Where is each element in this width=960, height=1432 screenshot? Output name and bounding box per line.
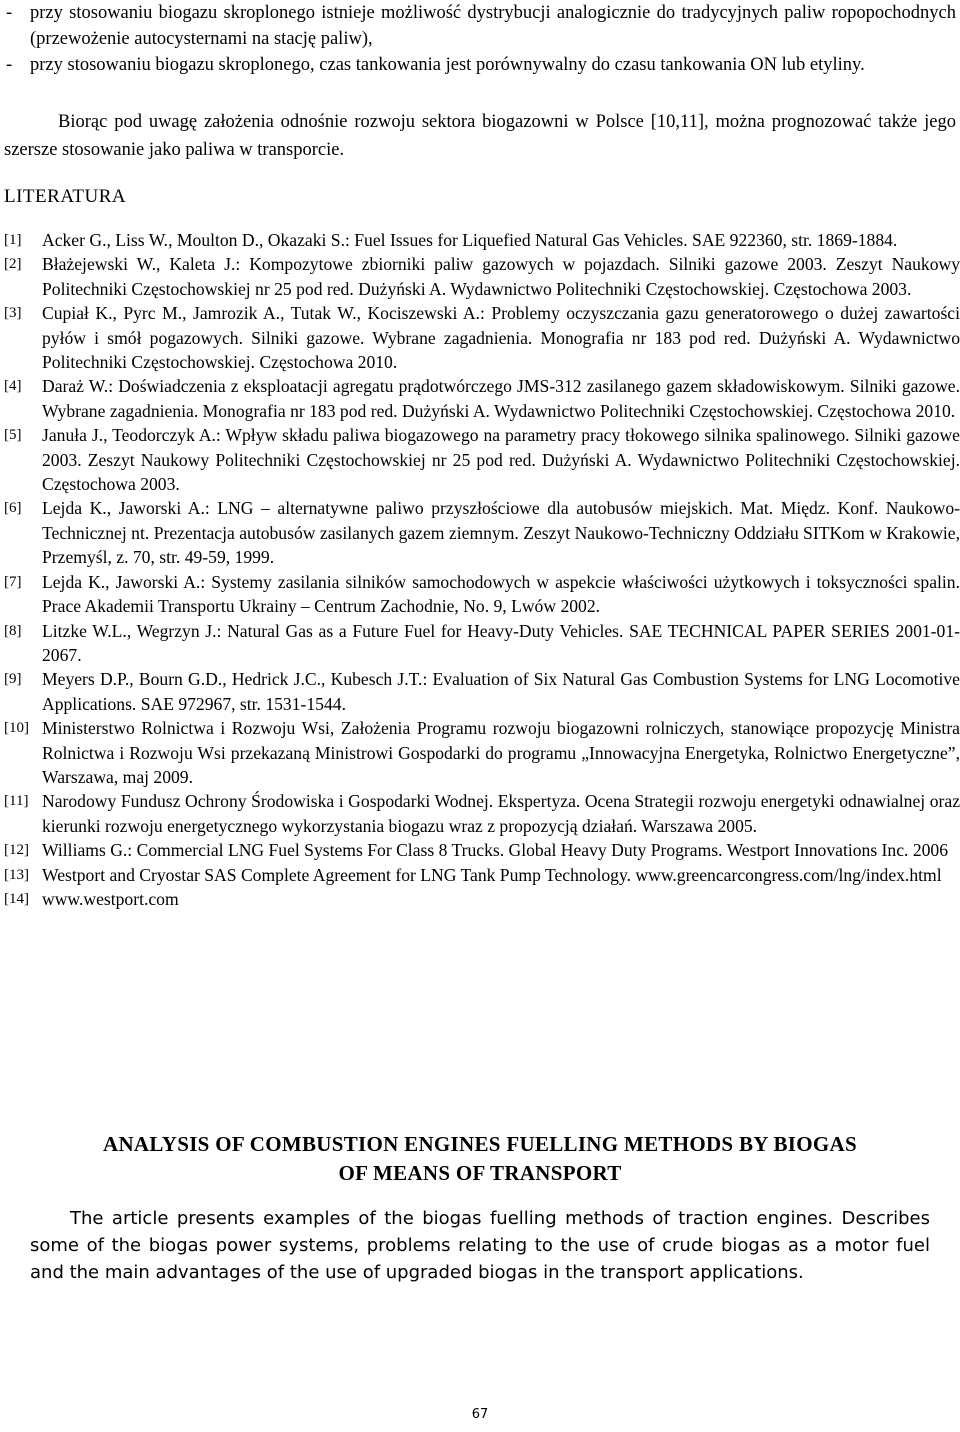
reference-number: [5]	[4, 427, 22, 444]
reference-item	[4, 423, 960, 496]
reference-text: Cupiał K., Pyrc M., Jamrozik A., Tutak W., Kociszewski A.: Problemy oczyszczania gazu generatorowego o dużej zawartości pyłów i smół pogazowych. Silniki gazowe. Wybrane zagadnienia. Monografia nr 183 pod red. Dużyński A. Wydawnictwo Politechniki Częstochowskiej. Częstochowa 2010.	[42, 303, 960, 373]
reference-item	[4, 496, 960, 569]
reference-text: Błażejewski W., Kaleta J.: Kompozytowe zbiorniki paliw gazowych w pojazdach. Silniki gazowe 2003. Zeszyt Naukowy Politechniki Częstochowskiej nr 25 pod red. Dużyński A. Wydawnictwo Politechniki Częstochowskiej. Częstochowa 2003.	[42, 254, 960, 299]
reference-text: Lejda K., Jaworski A.: LNG – alternatywne paliwo przyszłościowe dla autobusów miejskich. Mat. Międz. Konf. Naukowo-Technicznej nt. Prezentacja autobusów zasilanych gazem ziemnym. Zeszyt Naukowo-Techniczny Oddziału SITKom w Krakowie, Przemyśl, z. 70, str. 49-59, 1999.	[42, 498, 960, 568]
english-title	[0, 1130, 960, 1188]
reference-text: Januła J., Teodorczyk A.: Wpływ składu paliwa biogazowego na parametry pracy tłokowego silnika spalinowego. Silniki gazowe 2003. Zeszyt Naukowy Politechniki Częstochowskiej nr 25 pod red. Dużyński A. Wydawnictwo Politechniki Częstochowskiej. Częstochowa 2003.	[42, 425, 960, 495]
english-title-line-1: ANALYSIS OF COMBUSTION ENGINES FUELLING METHODS BY BIOGAS	[102, 1132, 857, 1156]
reference-list	[4, 228, 960, 911]
bullet-marker: -	[6, 55, 13, 75]
reference-number: [11]	[4, 793, 29, 810]
reference-number: [6]	[4, 500, 22, 517]
reference-item	[4, 887, 960, 911]
bullet-text: przy stosowaniu biogazu skroplonego, czas tankowania jest porównywalny do czasu tankowania ON lub etyliny.	[30, 55, 865, 75]
reference-item	[4, 716, 960, 789]
reference-text: Litzke W.L., Wegrzyn J.: Natural Gas as a Future Fuel for Heavy-Duty Vehicles. SAE TECHNICAL PAPER SERIES 2001-01-2067.	[42, 620, 960, 665]
reference-text: Meyers D.P., Bourn G.D., Hedrick J.C., Kubesch J.T.: Evaluation of Six Natural Gas Combustion Systems for LNG Locomotive Applications. SAE 972967, str. 1531-1544.	[42, 669, 960, 714]
reference-item	[4, 374, 960, 423]
reference-number: [3]	[4, 305, 22, 322]
bullet-item	[6, 52, 956, 78]
reference-text: Westport and Cryostar SAS Complete Agreement for LNG Tank Pump Technology. www.greencarcongress.com/lng/index.html	[42, 864, 942, 885]
reference-item	[4, 228, 960, 252]
reference-text: Acker G., Liss W., Moulton D., Okazaki S.: Fuel Issues for Liquefied Natural Gas Vehicles. SAE 922360, str. 1869-1884.	[42, 230, 898, 250]
reference-text: Ministerstwo Rolnictwa i Rozwoju Wsi, Założenia Programu rozwoju biogazowni rolniczych, stanowiące propozycję Ministra Rolnictwa i Rozwoju Wsi przekazaną Ministrowi Gospodarki do programu „Innowacyjna Energetyka, Rolnictwo Energetyczne”, Warszawa, maj 2009.	[42, 718, 960, 787]
reference-item	[4, 789, 960, 838]
reference-number: [9]	[4, 671, 22, 688]
reference-number: [4]	[4, 378, 22, 395]
reference-item	[4, 619, 960, 668]
reference-number: [13]	[4, 866, 29, 883]
bullet-item	[6, 0, 956, 52]
reference-number: [2]	[4, 256, 22, 273]
conclusion-paragraph: Biorąc pod uwagę założenia odnośnie rozwoju sektora biogazowni w Polsce [10,11], można prognozować także jego szersze stosowanie jako paliwa w transporcie.	[4, 112, 956, 160]
reference-number: [8]	[4, 622, 22, 639]
reference-text: Narodowy Fundusz Ochrony Środowiska i Gospodarki Wodnej. Ekspertyza. Ocena Strategii rozwoju energetyki odnawialnej oraz kierunki rozwoju energetycznego wykorzystania biogazu wraz z propozycją działań. Warszawa 2005.	[42, 791, 960, 836]
reference-text: www.westport.com	[42, 888, 179, 909]
reference-item	[4, 570, 960, 619]
reference-item	[4, 667, 960, 716]
reference-item	[4, 252, 960, 301]
reference-item	[4, 838, 960, 862]
reference-number: [7]	[4, 573, 22, 590]
reference-item	[4, 301, 960, 374]
reference-number: [14]	[4, 890, 29, 907]
reference-item	[4, 863, 960, 887]
bullet-marker: -	[6, 3, 13, 23]
reference-number: [10]	[4, 720, 29, 737]
english-abstract: The article presents examples of the biogas fuelling methods of traction engines. Describes some of the biogas power systems, problems relating to the use of crude biogas as a motor fuel and the main advantages of the use of upgraded biogas in the transport applications.	[30, 1208, 930, 1283]
page-number: 67	[471, 1407, 489, 1422]
bullet-text: przy stosowaniu biogazu skroplonego istnieje możliwość dystrybucji analogicznie do tradycyjnych paliw ropopochodnych (przewożenie autocysternami na stację paliw),	[30, 3, 956, 49]
reference-number: [12]	[4, 842, 29, 859]
reference-number: [1]	[4, 232, 22, 248]
reference-text: Lejda K., Jaworski A.: Systemy zasilania silników samochodowych w aspekcie właściwości użytkowych i toksyczności spalin. Prace Akademii Transportu Ukrainy – Centrum Zachodnie, No. 9, Lwów 2002.	[42, 571, 960, 617]
literature-heading: LITERATURA	[4, 186, 127, 207]
reference-text: Daraż W.: Doświadczenia z eksploatacji agregatu prądotwórczego JMS-312 zasilanego gazem składowiskowym. Silniki gazowe. Wybrane zagadnienia. Monografia nr 183 pod red. Dużyński A. Wydawnictwo Politechniki Częstochowskiej. Częstochowa 2010.	[42, 376, 960, 421]
reference-text: Williams G.: Commercial LNG Fuel Systems For Class 8 Trucks. Global Heavy Duty Programs. Westport Innovations Inc. 2006	[42, 840, 949, 861]
english-title-line-2: OF MEANS OF TRANSPORT	[338, 1161, 622, 1185]
